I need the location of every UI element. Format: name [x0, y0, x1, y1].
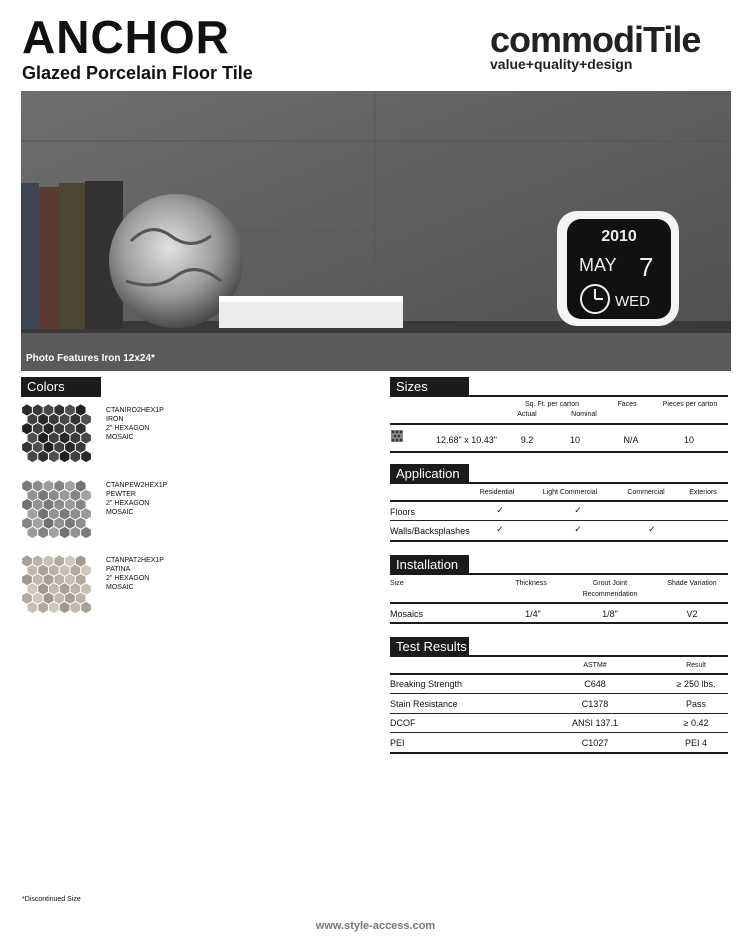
- mosaic-hex-tile: [70, 508, 80, 519]
- mosaic-hex-tile: [44, 518, 54, 529]
- mosaic-hex-tile: [76, 423, 86, 434]
- mosaic-hex-tile: [76, 593, 86, 604]
- test-label: Stain Resistance: [390, 699, 458, 709]
- inst-col-grout: Grout Joint: [592, 580, 628, 587]
- mosaic-hex-tile: [81, 490, 91, 501]
- inst-col-thickness: Thickness: [515, 580, 547, 587]
- swatch-iron: [22, 404, 94, 468]
- check-icon: ✓: [648, 524, 656, 534]
- check-icon: ✓: [574, 524, 582, 534]
- mosaic-hex-tile: [70, 414, 80, 425]
- mosaic-hex-tile: [81, 508, 91, 519]
- mosaic-hex-tile: [33, 574, 43, 585]
- inst-thickness: 1/4": [525, 609, 541, 619]
- mosaic-hex-tile: [28, 508, 38, 519]
- app-col-exteriors: Exteriors: [689, 489, 717, 496]
- mosaic-hex-tile: [22, 423, 32, 434]
- mosaic-hex-tile: [65, 555, 75, 566]
- color-code: CTANPAT2HEX1P: [106, 557, 164, 564]
- mosaic-hex-tile: [60, 508, 70, 519]
- test-label: Breaking Strength: [390, 679, 463, 689]
- inst-col-size: Size: [390, 580, 404, 587]
- mosaic-hex-tile: [38, 432, 48, 443]
- inst-shade: V2: [686, 609, 698, 619]
- mosaic-hex-tile: [76, 574, 86, 585]
- mosaic-hex-tile: [76, 518, 86, 529]
- color-size: 2" HEXAGON: [106, 425, 150, 432]
- product-title: ANCHOR: [22, 11, 230, 63]
- inst-col-grout-2: Recommendation: [582, 591, 638, 598]
- mosaic-hex-tile: [33, 499, 43, 510]
- app-row-walls: Walls/Backsplashes: [390, 526, 470, 536]
- inst-size: Mosaics: [390, 609, 424, 619]
- mosaic-hex-tile: [65, 518, 75, 529]
- mosaic-hex-tile: [65, 480, 75, 491]
- mosaic-hex-tile: [60, 602, 70, 613]
- mosaic-hex-tile: [65, 423, 75, 434]
- mosaic-hex-tile: [33, 518, 43, 529]
- swatch-patina: [22, 555, 94, 619]
- mosaic-hex-tile: [49, 527, 59, 538]
- color-type: MOSAIC: [106, 434, 134, 441]
- clock-weekday: WED: [615, 293, 650, 310]
- mosaic-hex-tile: [60, 565, 70, 576]
- color-type: MOSAIC: [106, 584, 134, 591]
- mosaic-hex-tile: [81, 451, 91, 462]
- mosaic-hex-tile: [49, 565, 59, 576]
- mosaic-hex-tile: [44, 574, 54, 585]
- mosaic-hex-tile: [38, 565, 48, 576]
- color-size: 2" HEXAGON: [106, 575, 150, 582]
- swatch-pewter: [22, 480, 94, 544]
- footnote: *Discontinued Size: [22, 896, 81, 903]
- mosaic-hex-tile: [65, 404, 75, 415]
- mosaic-hex-tile: [33, 593, 43, 604]
- mosaic-hex-tile: [22, 499, 32, 510]
- test-astm: ANSI 137.1: [571, 718, 619, 728]
- tests-col-result: Result: [686, 662, 706, 669]
- check-icon: ✓: [496, 505, 504, 515]
- installation-heading: Installation: [390, 555, 469, 575]
- mosaic-hex-tile: [65, 593, 75, 604]
- color-code: CTANIRO2HEX1P: [106, 407, 164, 414]
- room-scene-photo: [21, 91, 731, 371]
- test-result: Pass: [685, 699, 706, 709]
- mosaic-hex-tile: [28, 565, 38, 576]
- col-sqft: Sq. Ft. per carton: [524, 401, 580, 408]
- mosaic-hex-tile: [65, 499, 75, 510]
- clock-month: MAY: [579, 255, 617, 275]
- colors-heading: Colors: [21, 377, 101, 397]
- test-result: ≥ 250 lbs.: [676, 679, 716, 689]
- mosaic-hex-tile: [81, 414, 91, 425]
- mosaic-hex-tile: [81, 565, 91, 576]
- inst-col-shade: Shade Variation: [667, 580, 717, 587]
- app-row-floors: Floors: [390, 507, 416, 517]
- mosaic-hex-tile: [54, 555, 64, 566]
- app-col-residential: Residential: [479, 489, 515, 496]
- clock-day: 7: [639, 252, 654, 282]
- mosaic-hex-tile: [44, 555, 54, 566]
- mosaic-hex-tile: [33, 404, 43, 415]
- mosaic-hex-tile: [49, 508, 59, 519]
- mosaic-hex-tile: [38, 451, 48, 462]
- mosaic-hex-tile: [44, 423, 54, 434]
- mosaic-hex-tile: [44, 480, 54, 491]
- mosaic-hex-tile: [54, 518, 64, 529]
- size-actual: 9.2: [520, 435, 534, 445]
- size-pieces: 10: [683, 435, 694, 445]
- mosaic-hex-tile: [54, 423, 64, 434]
- mosaic-hex-tile: [44, 404, 54, 415]
- mosaic-hex-tile: [70, 565, 80, 576]
- app-col-light-commercial: Light Commercial: [542, 489, 598, 496]
- mosaic-hex-tile: [28, 432, 38, 443]
- mosaic-hex-tile: [22, 442, 32, 453]
- size-dimensions: 12.68" x 10.43": [436, 435, 497, 445]
- mosaic-hex-tile: [28, 602, 38, 613]
- mosaic-hex-tile: [60, 490, 70, 501]
- color-name: PEWTER: [106, 491, 136, 498]
- mosaic-hex-tile: [54, 480, 64, 491]
- mosaic-hex-tile: [22, 404, 32, 415]
- check-icon: ✓: [574, 505, 582, 515]
- mosaic-hex-tile: [54, 574, 64, 585]
- mosaic-hex-tile: [54, 404, 64, 415]
- mosaic-hex-tile: [60, 451, 70, 462]
- mosaic-hex-tile: [49, 490, 59, 501]
- mosaic-hex-tile: [28, 527, 38, 538]
- test-astm: C648: [584, 679, 606, 689]
- test-astm: C1378: [581, 699, 609, 709]
- mosaic-hex-tile: [60, 414, 70, 425]
- logo-tagline: value+quality+design: [490, 56, 633, 73]
- check-icon: ✓: [496, 524, 504, 534]
- mosaic-hex-tile: [54, 442, 64, 453]
- photo-caption: Photo Features Iron 12x24*: [26, 353, 155, 364]
- col-faces: Faces: [617, 401, 637, 408]
- mosaic-hex-tile: [65, 442, 75, 453]
- mosaic-hex-tile: [70, 451, 80, 462]
- color-code: CTANPEW2HEX1P: [106, 482, 168, 489]
- tests-heading: Test Results: [390, 637, 469, 657]
- size-nominal: 10: [569, 435, 580, 445]
- mosaic-hex-tile: [22, 555, 32, 566]
- mosaic-hex-tile: [38, 583, 48, 594]
- mosaic-hex-tile: [70, 490, 80, 501]
- mosaic-hex-tile: [54, 499, 64, 510]
- mosaic-hex-tile: [33, 480, 43, 491]
- test-result: PEI 4: [684, 738, 707, 748]
- logo-brand: commodiTile: [490, 19, 701, 60]
- mosaic-hex-tile: [33, 555, 43, 566]
- mosaic-hex-tile: [49, 432, 59, 443]
- mosaic-hex-tile: [22, 518, 32, 529]
- mosaic-hex-tile: [33, 442, 43, 453]
- mosaic-hex-tile: [28, 451, 38, 462]
- col-nominal: Nominal: [571, 411, 597, 418]
- mosaic-hex-tile: [65, 574, 75, 585]
- col-actual: Actual: [517, 411, 537, 418]
- test-label: DCOF: [390, 718, 416, 728]
- mosaic-hex-tile: [28, 583, 38, 594]
- mosaic-hex-tile: [76, 442, 86, 453]
- mosaic-hex-tile: [38, 602, 48, 613]
- mosaic-hex-tile: [70, 583, 80, 594]
- mosaic-hex-tile: [70, 432, 80, 443]
- mosaic-hex-tile: [49, 602, 59, 613]
- col-pieces: Pieces per carton: [662, 401, 718, 408]
- clock-year: 2010: [601, 228, 637, 245]
- mosaic-hex-tile: [81, 527, 91, 538]
- mosaic-hex-tile: [28, 490, 38, 501]
- mosaic-hex-tile: [81, 432, 91, 443]
- mosaic-hex-tile: [38, 508, 48, 519]
- mosaic-hex-tile: [49, 414, 59, 425]
- mosaic-hex-tile: [38, 490, 48, 501]
- size-faces: N/A: [623, 435, 639, 445]
- color-size: 2" HEXAGON: [106, 500, 150, 507]
- tests-col-astm: ASTM#: [583, 662, 607, 669]
- mosaic-hex-tile: [60, 432, 70, 443]
- mosaic-hex-tile: [81, 602, 91, 613]
- mosaic-hex-tile: [22, 593, 32, 604]
- mosaic-hex-tile: [28, 414, 38, 425]
- footer-url[interactable]: www.style-access.com: [315, 920, 436, 932]
- mosaic-hex-tile: [76, 499, 86, 510]
- product-subtitle: Glazed Porcelain Floor Tile: [22, 63, 253, 83]
- test-result: ≥ 0.42: [683, 718, 709, 728]
- color-type: MOSAIC: [106, 509, 134, 516]
- mosaic-hex-tile: [60, 583, 70, 594]
- mosaic-hex-tile: [33, 423, 43, 434]
- mosaic-hex-tile: [76, 480, 86, 491]
- mosaic-hex-tile: [38, 414, 48, 425]
- test-label: PEI: [390, 738, 405, 748]
- mosaic-hex-tile: [44, 442, 54, 453]
- mosaic-hex-tile: [54, 593, 64, 604]
- sizes-heading: Sizes: [390, 377, 469, 397]
- test-astm: C1027: [581, 738, 609, 748]
- mosaic-hex-tile: [22, 480, 32, 491]
- brand-logo: [490, 19, 730, 73]
- mosaic-hex-tile: [70, 527, 80, 538]
- mosaic-hex-tile: [44, 499, 54, 510]
- mosaic-hex-tile: [70, 602, 80, 613]
- mosaic-hex-tile: [76, 404, 86, 415]
- mosaic-hex-tile: [60, 527, 70, 538]
- mosaic-hex-tile: [22, 574, 32, 585]
- mosaic-size-icon: [391, 430, 403, 442]
- app-col-commercial: Commercial: [627, 489, 665, 496]
- mosaic-hex-tile: [44, 593, 54, 604]
- color-name: IRON: [106, 416, 124, 423]
- mosaic-hex-tile: [49, 451, 59, 462]
- mosaic-hex-tile: [76, 555, 86, 566]
- mosaic-hex-tile: [38, 527, 48, 538]
- mosaic-hex-tile: [49, 583, 59, 594]
- mosaic-hex-tile: [81, 583, 91, 594]
- inst-grout: 1/8": [602, 609, 618, 619]
- application-heading: Application: [390, 464, 469, 484]
- color-name: PATINA: [106, 566, 131, 573]
